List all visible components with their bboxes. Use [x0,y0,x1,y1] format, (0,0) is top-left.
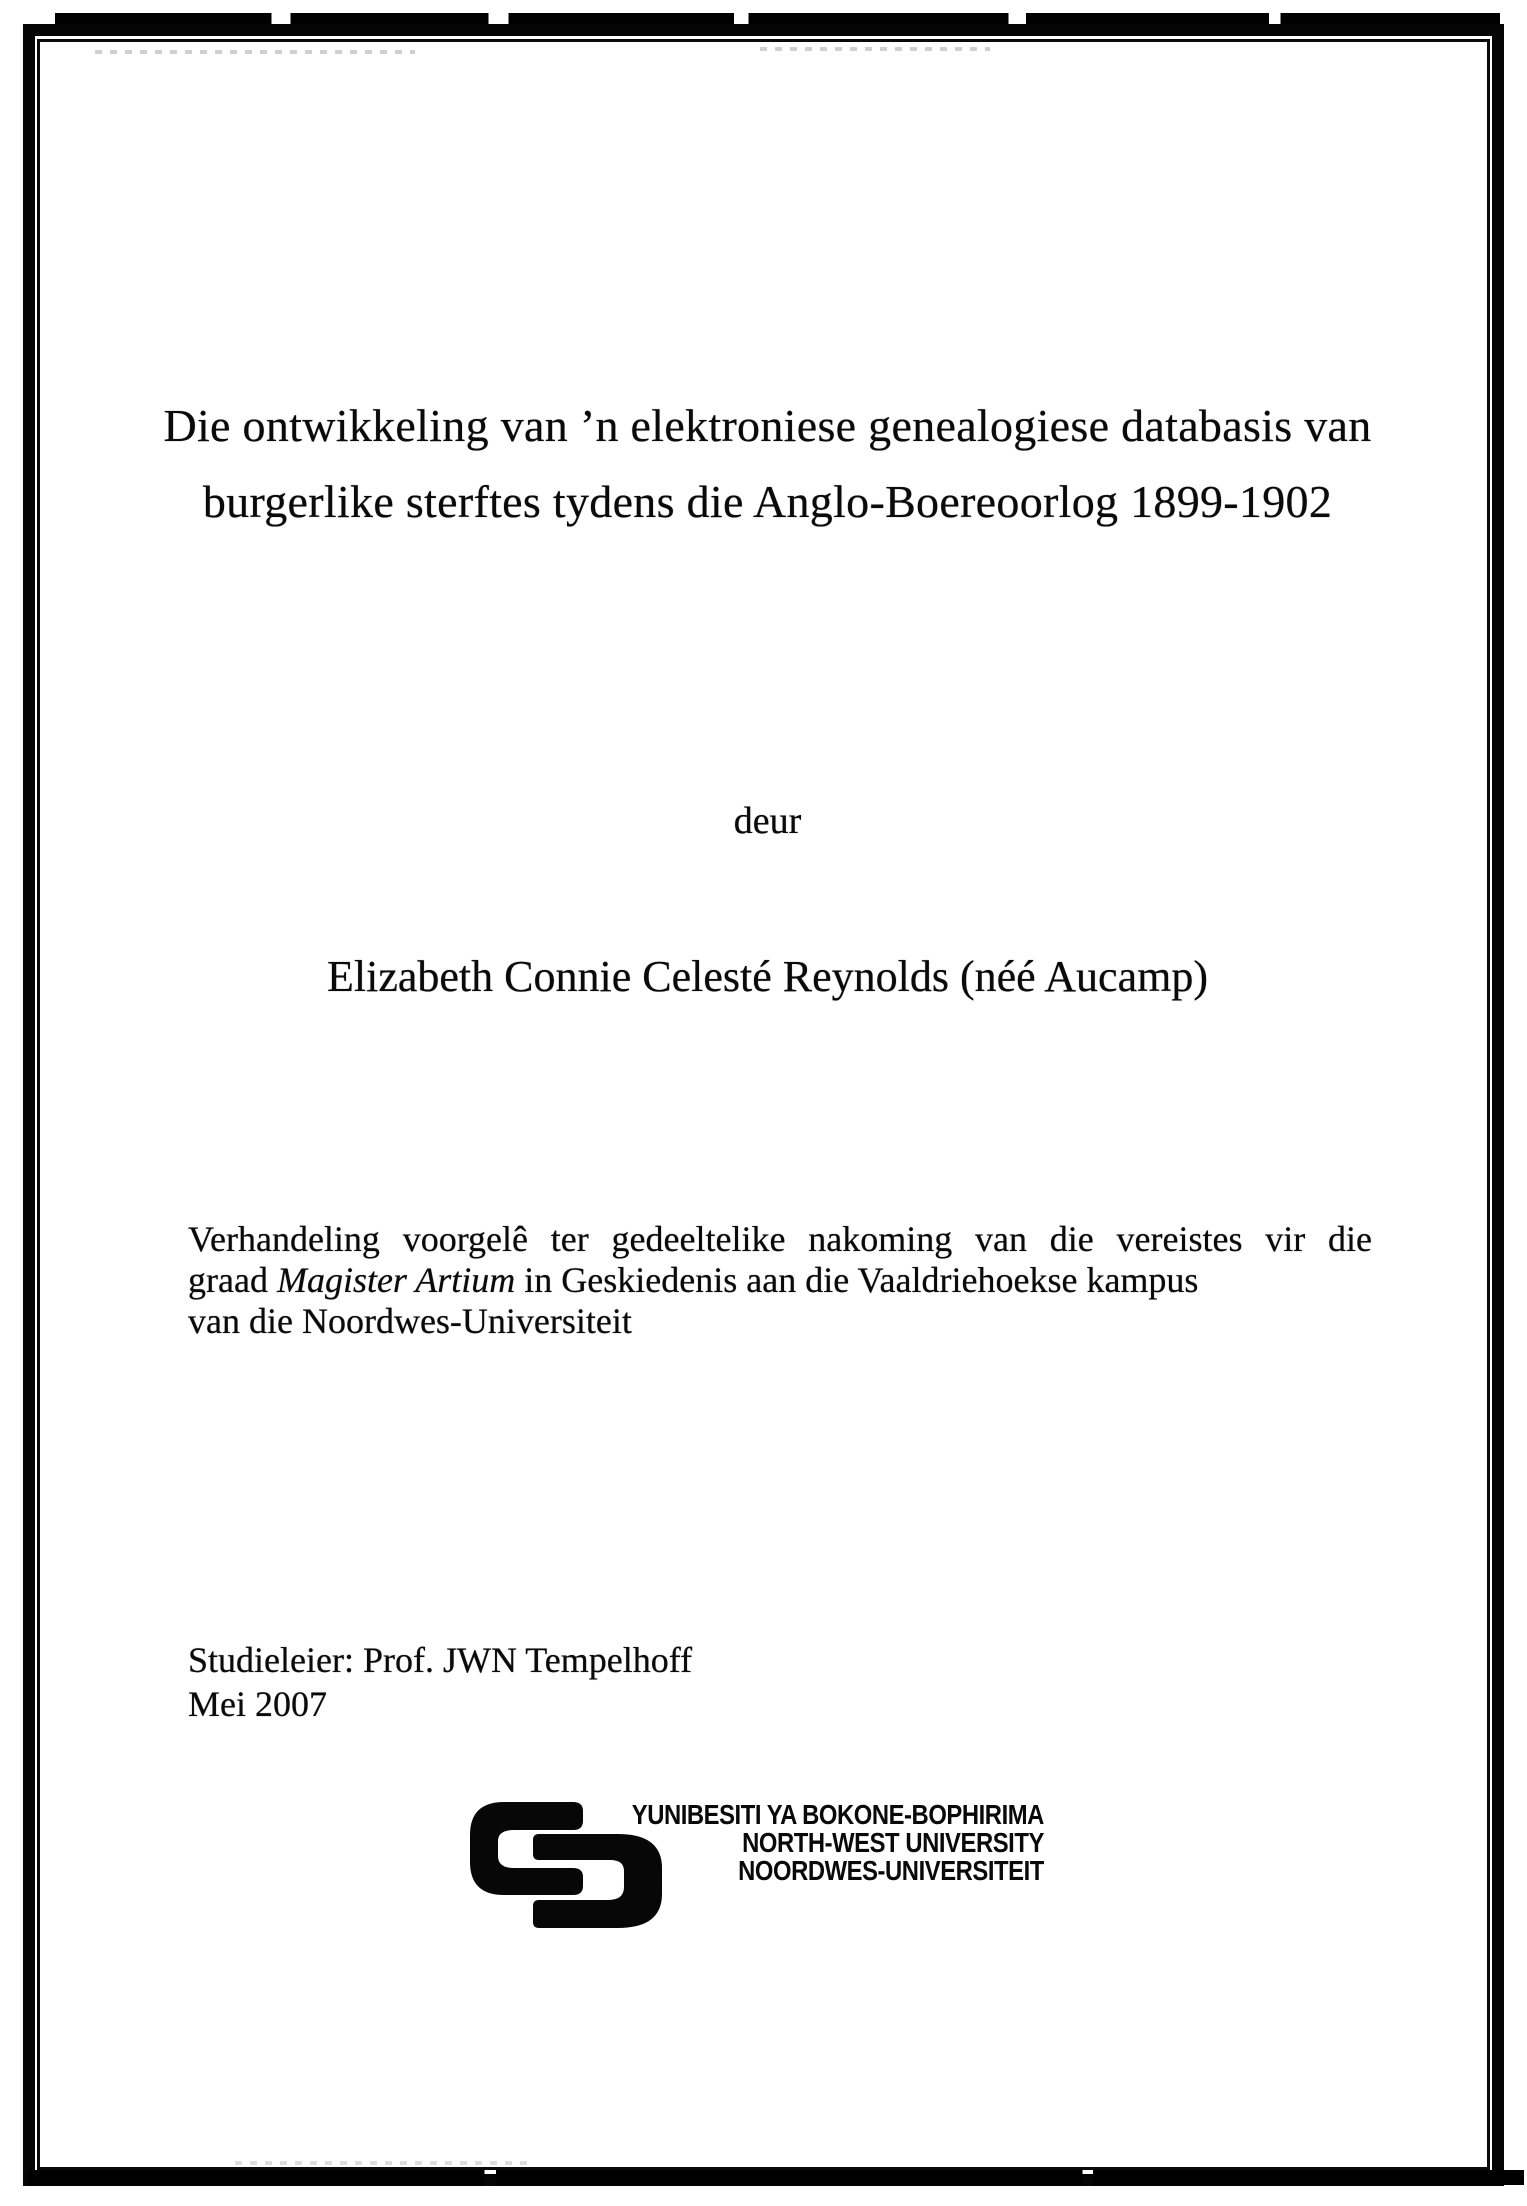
scan-noise [95,50,415,54]
degree-statement-line2-pre: graad [188,1260,277,1300]
thesis-title-line1: Die ontwikkeling van ’n elektroniese genealogiese databasis van [163,400,1372,451]
university-logo-text [632,1801,1044,1885]
thesis-title-line2: burgerlike sterftes tydens die Anglo-Boereoorlog 1899-1902 [202,476,1333,527]
degree-statement-line2-post: in Geskiedenis aan die Vaaldriehoekse kampus [515,1260,1199,1300]
byline-deur: deur [733,800,802,842]
supervisor-line: Studieleier: Prof. JWN Tempelhoff [188,1640,693,1680]
logo-line-afrikaans: NOORDWES-UNIVERSITEIT [738,1855,1044,1886]
date-line: Mei 2007 [188,1684,327,1724]
supervisor-block [188,1638,692,1726]
degree-statement-line3: van die Noordwes-Universiteit [188,1301,632,1341]
logo-line-english: NORTH-WEST UNIVERSITY [742,1827,1044,1858]
author-name: Elizabeth Connie Celesté Reynolds (néé Aucamp) [327,952,1208,1001]
scan-noise [235,2161,535,2165]
scan-noise [760,47,990,51]
scan-artifact-bottom-edge [28,2170,1524,2185]
degree-statement-line2 [188,1260,1372,1301]
logo-line-setswana: YUNIBESITI YA BOKONE-BOPHIRIMA [631,1799,1044,1830]
degree-statement-line1: Verhandeling voorgelê ter gedeeltelike nakoming van die vereistes vir die [188,1219,1372,1259]
degree-name-italic: Magister Artium [276,1260,516,1300]
thesis-title [160,388,1375,540]
degree-statement [188,1219,1372,1342]
